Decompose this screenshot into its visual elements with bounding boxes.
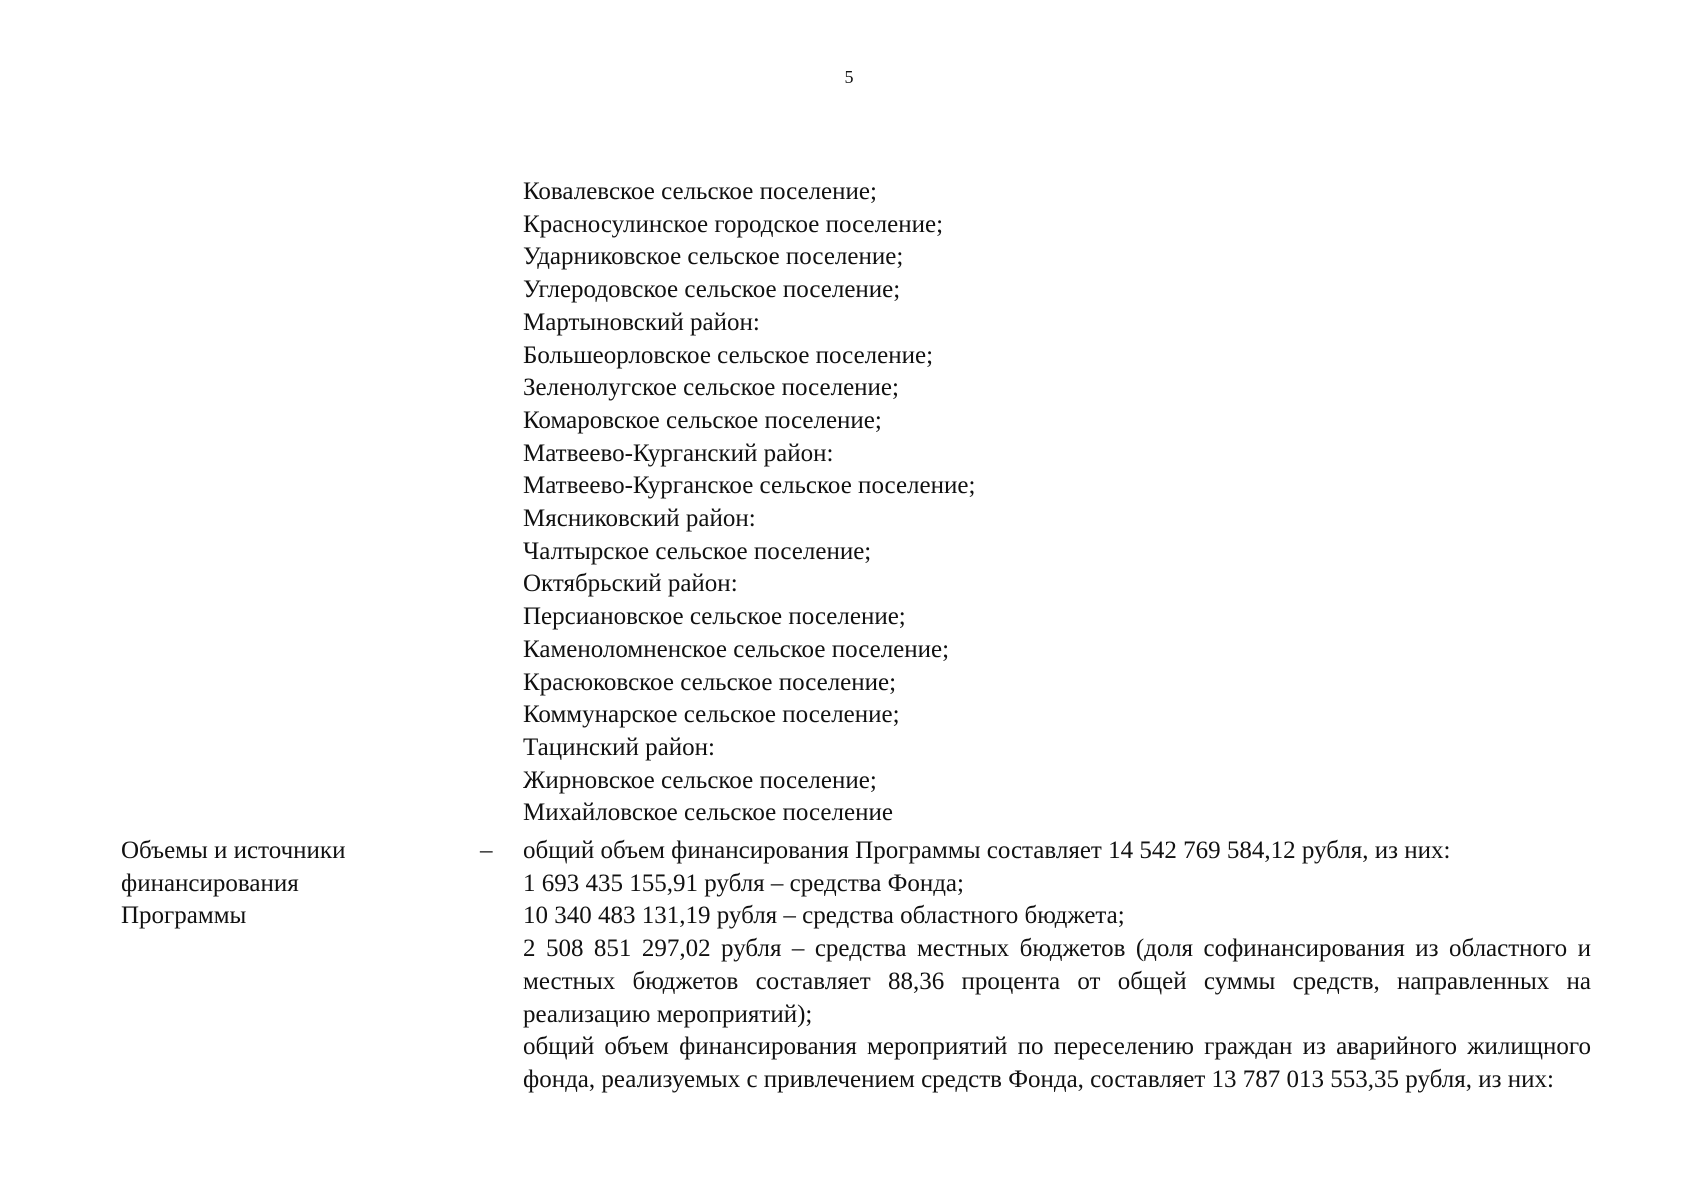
financing-paragraph: 10 340 483 131,19 рубля – средства областного бюджета;: [523, 902, 1125, 930]
settlement-list: [523, 176, 1591, 830]
financing-label: [121, 835, 441, 933]
list-item: Каменоломненское сельское поселение;: [523, 635, 950, 663]
list-item: Жирновское сельское поселение;: [523, 766, 877, 794]
list-item: Красюковское сельское поселение;: [523, 668, 897, 696]
financing-label-line: финансирования: [121, 869, 299, 897]
list-item: Большеорловское сельское поселение;: [523, 341, 934, 369]
list-item: Красносулинское городское поселение;: [523, 210, 944, 238]
list-item: Тацинский район:: [523, 733, 715, 761]
page-number: 5: [844, 67, 854, 87]
list-item: Комаровское сельское поселение;: [523, 406, 882, 434]
financing-paragraph: общий объем финансирования мероприятий по переселению граждан из аварийного жилищного фонда, реализуемых с привлечением средств Фонда, составляет 13 787 013 553,35 рубля, из них:: [523, 1033, 1591, 1093]
list-item: Мартыновский район:: [523, 308, 760, 336]
financing-paragraph: 1 693 435 155,91 рубля – средства Фонда;: [523, 869, 964, 897]
list-item: Ковалевское сельское поселение;: [523, 178, 877, 205]
separator-dash: –: [480, 837, 493, 864]
list-item: Ударниковское сельское поселение;: [523, 243, 904, 271]
list-item: Персиановское сельское поселение;: [523, 603, 906, 631]
list-item: Октябрьский район:: [523, 570, 738, 598]
list-item: Михайловское сельское поселение: [523, 799, 893, 827]
financing-label-line: Объемы и источники: [121, 837, 346, 864]
list-item: Матвеево-Курганское сельское поселение;: [523, 472, 976, 500]
list-item: Мясниковский район:: [523, 505, 756, 533]
list-item: Коммунарское сельское поселение;: [523, 701, 900, 729]
financing-paragraph: 2 508 851 297,02 рубля – средства местных бюджетов (доля софинансирования из областного и местных бюджетов составляет 88,36 процента от общей суммы средств, направленных на реализацию мероприятий);: [523, 935, 1591, 1028]
financing-label-line: Программы: [121, 902, 247, 930]
financing-paragraph: общий объем финансирования Программы составляет 14 542 769 584,12 рубля, из них:: [523, 837, 1451, 864]
list-item: Углеродовское сельское поселение;: [523, 276, 901, 304]
list-item: Чалтырское сельское поселение;: [523, 537, 872, 565]
financing-text: [523, 835, 1591, 1097]
list-item: Матвеево-Курганский район:: [523, 439, 834, 467]
list-item: Зеленолугское сельское поселение;: [523, 374, 899, 402]
